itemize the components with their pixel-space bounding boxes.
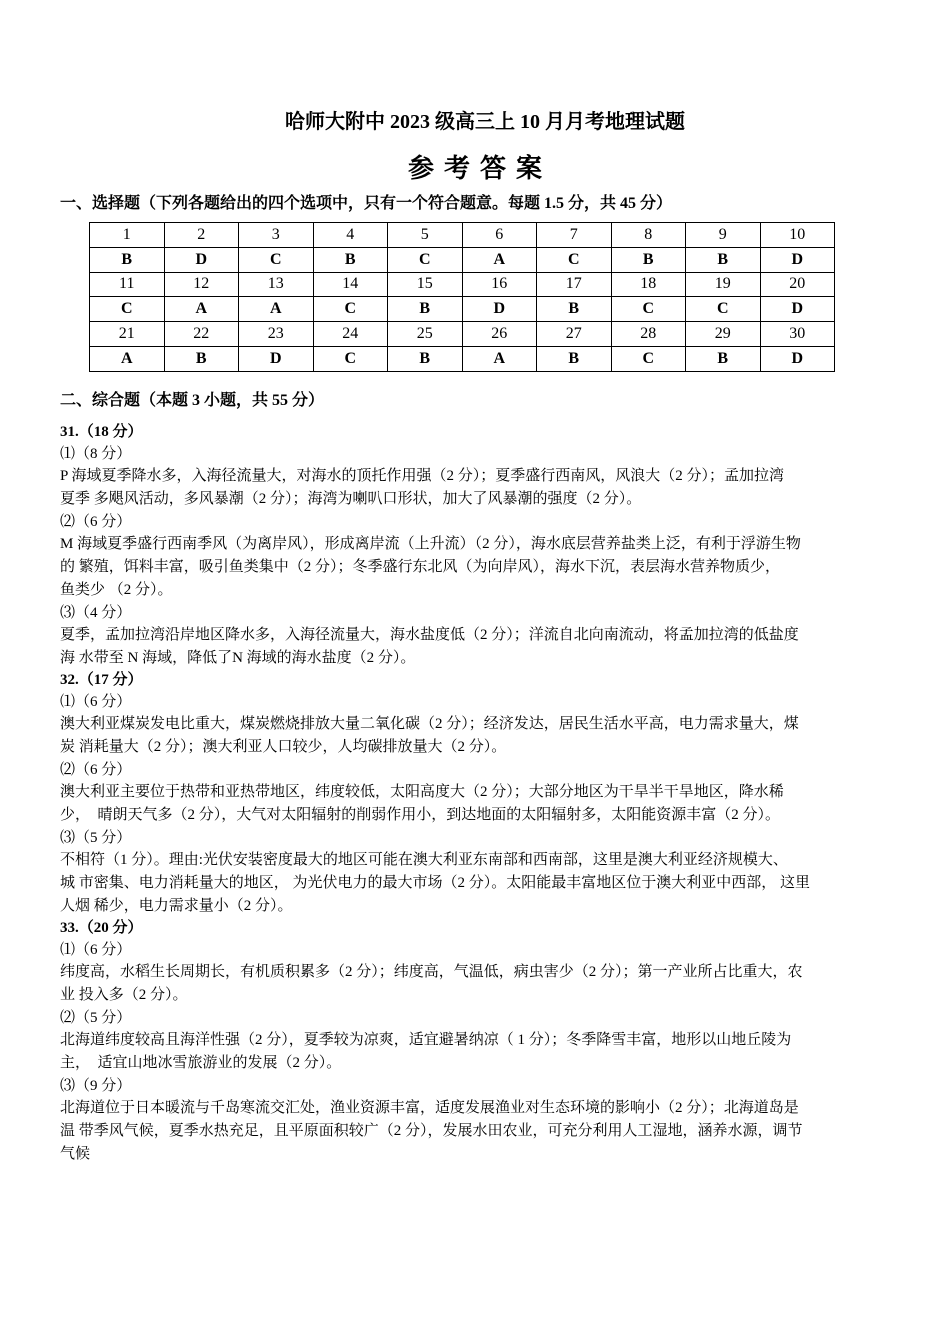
answer-cell: C [611, 297, 686, 322]
number-cell: 24 [313, 322, 388, 347]
number-cell: 5 [388, 223, 463, 248]
number-cell: 28 [611, 322, 686, 347]
answer-line: 不相符（1 分）。理由:光伏安装密度最大的地区可能在澳大利亚东南部和西南部，这里是澳大利亚经济规模大、 [60, 852, 788, 868]
number-cell: 11 [90, 272, 165, 297]
part-label: ⑶（5 分） [60, 830, 132, 846]
answer-cell: B [686, 346, 761, 371]
answer-cell: B [537, 346, 612, 371]
answer-line: 城 市密集、电力消耗量大的地区， 为光伏电力的最大市场（2 分）。太阳能最丰富地区位于澳大利亚中西部， 这里 [60, 875, 811, 891]
number-cell: 2 [164, 223, 239, 248]
answer-line: M 海域夏季盛行西南季风（为离岸风），形成离岸流（上升流）（2 分），海水底层营养盐类上泛，有利于浮游生物 [60, 536, 801, 552]
answer-cell: B [164, 346, 239, 371]
part-label: ⑶（4 分） [60, 605, 132, 621]
answer-row [90, 297, 835, 322]
number-cell: 26 [462, 322, 537, 347]
number-cell: 14 [313, 272, 388, 297]
answer-cell: C [313, 346, 388, 371]
section2-heading: 二、综合题（本题 3 小题，共 55 分） [60, 392, 325, 409]
part-label: ⑴（8 分） [60, 446, 132, 462]
number-cell: 15 [388, 272, 463, 297]
answer-cell: A [90, 346, 165, 371]
number-cell: 1 [90, 223, 165, 248]
question-title: 31.（18 分） [60, 424, 143, 440]
answer-cell: B [537, 297, 612, 322]
part-label: ⑴（6 分） [60, 942, 132, 958]
answer-cell: B [686, 247, 761, 272]
answer-line: 的 繁殖，饵料丰富，吸引鱼类集中（2 分）；冬季盛行东北风（为向岸风），海水下沉，表层海水营养物质少， [60, 559, 781, 575]
number-cell: 9 [686, 223, 761, 248]
answer-cell: C [313, 297, 388, 322]
answer-cell: C [686, 297, 761, 322]
number-cell: 6 [462, 223, 537, 248]
number-cell: 23 [239, 322, 314, 347]
answer-line: 人烟 稀少，电力需求量小（2 分）。 [60, 898, 293, 914]
number-cell: 3 [239, 223, 314, 248]
answer-table [89, 222, 835, 372]
number-cell: 12 [164, 272, 239, 297]
answer-line: 气候 [60, 1146, 91, 1162]
answer-line: 少， 晴朗天气多（2 分），大气对太阳辐射的削弱作用小，到达地面的太阳辐射多，太阳能资源丰富（2 分）。 [60, 807, 781, 823]
question-title: 32.（17 分） [60, 672, 143, 688]
answer-cell: D [760, 247, 835, 272]
answer-cell: B [388, 346, 463, 371]
question-title: 33.（20 分） [60, 920, 143, 936]
answer-line: 澳大利亚煤炭发电比重大，煤炭燃烧排放大量二氧化碳（2 分）；经济发达，居民生活水平高，电力需求量大，煤 [60, 716, 799, 732]
answer-line: 温 带季风气候，夏季水热充足，且平原面积较广（2 分），发展水田农业，可充分利用人工湿地，涵养水源，调节 [60, 1123, 803, 1139]
answer-cell: D [760, 346, 835, 371]
number-cell: 29 [686, 322, 761, 347]
number-cell: 30 [760, 322, 835, 347]
answer-cell: D [462, 297, 537, 322]
number-cell: 13 [239, 272, 314, 297]
answer-line: 夏季 多飓风活动，多风暴潮（2 分）；海湾为喇叭口形状，加大了风暴潮的强度（2 分）。 [60, 491, 642, 507]
answer-line: 鱼类少 （2 分）。 [60, 582, 173, 598]
answer-line: 澳大利亚主要位于热带和亚热带地区，纬度较低，太阳高度大（2 分）；大部分地区为干旱半干旱地区，降水稀 [60, 784, 784, 800]
answer-line: 海 水带至 N 海域，降低了N 海域的海水盐度（2 分）。 [60, 650, 416, 666]
answers-body [60, 422, 900, 1166]
question-number-row [90, 272, 835, 297]
answer-cell: C [537, 247, 612, 272]
section1-heading: 一、选择题（下列各题给出的四个选项中，只有一个符合题意。每题 1.5 分，共 45 分） [60, 195, 673, 212]
answer-cell: B [313, 247, 388, 272]
answer-line: 炭 消耗量大（2 分）；澳大利亚人口较少，人均碳排放量大（2 分）。 [60, 739, 507, 755]
part-label: ⑵（6 分） [60, 514, 132, 530]
number-cell: 17 [537, 272, 612, 297]
number-cell: 27 [537, 322, 612, 347]
answer-row [90, 346, 835, 371]
answer-cell: C [388, 247, 463, 272]
number-cell: 8 [611, 223, 686, 248]
number-cell: 10 [760, 223, 835, 248]
number-cell: 25 [388, 322, 463, 347]
number-cell: 16 [462, 272, 537, 297]
number-cell: 18 [611, 272, 686, 297]
answer-line: 主， 适宜山地冰雪旅游业的发展（2 分）。 [60, 1055, 342, 1071]
answer-cell: C [90, 297, 165, 322]
document-subtitle: 参考答案 [407, 154, 552, 183]
answer-line: P 海域夏季降水多，入海径流量大，对海水的顶托作用强（2 分）；夏季盛行西南风，风浪大（2 分）；孟加拉湾 [60, 468, 785, 484]
document-title: 哈师大附中 2023 级高三上 10 月月考地理试题 [285, 111, 685, 133]
answer-cell: B [388, 297, 463, 322]
question-number-row [90, 322, 835, 347]
answer-line: 北海道纬度较高且海洋性强（2 分），夏季较为凉爽，适宜避暑纳凉（ 1 分）；冬季降雪丰富，地形以山地丘陵为 [60, 1032, 792, 1048]
number-cell: 19 [686, 272, 761, 297]
part-label: ⑴（6 分） [60, 694, 132, 710]
answer-line: 夏季，孟加拉湾沿岸地区降水多，入海径流量大，海水盐度低（2 分）；洋流自北向南流动，将孟加拉湾的低盐度 [60, 627, 799, 643]
answer-cell: B [90, 247, 165, 272]
answer-cell: A [239, 297, 314, 322]
answer-row [90, 247, 835, 272]
number-cell: 7 [537, 223, 612, 248]
answer-cell: B [611, 247, 686, 272]
answer-line: 北海道位于日本暖流与千岛寒流交汇处，渔业资源丰富，适度发展渔业对生态环境的影响小（2 分）；北海道岛是 [60, 1100, 799, 1116]
answer-cell: D [760, 297, 835, 322]
answer-line: 纬度高，水稻生长周期长，有机质积累多（2 分）；纬度高，气温低，病虫害少（2 分）；第一产业所占比重大，农 [60, 964, 803, 980]
answer-cell: D [164, 247, 239, 272]
number-cell: 22 [164, 322, 239, 347]
answer-cell: A [164, 297, 239, 322]
answer-cell: C [239, 247, 314, 272]
answer-cell: A [462, 346, 537, 371]
answer-line: 业 投入多（2 分）。 [60, 987, 188, 1003]
answer-cell: D [239, 346, 314, 371]
part-label: ⑵（6 分） [60, 762, 132, 778]
answer-cell: A [462, 247, 537, 272]
question-number-row [90, 223, 835, 248]
part-label: ⑵（5 分） [60, 1010, 132, 1026]
number-cell: 4 [313, 223, 388, 248]
number-cell: 20 [760, 272, 835, 297]
part-label: ⑶（9 分） [60, 1078, 132, 1094]
number-cell: 21 [90, 322, 165, 347]
answer-cell: C [611, 346, 686, 371]
